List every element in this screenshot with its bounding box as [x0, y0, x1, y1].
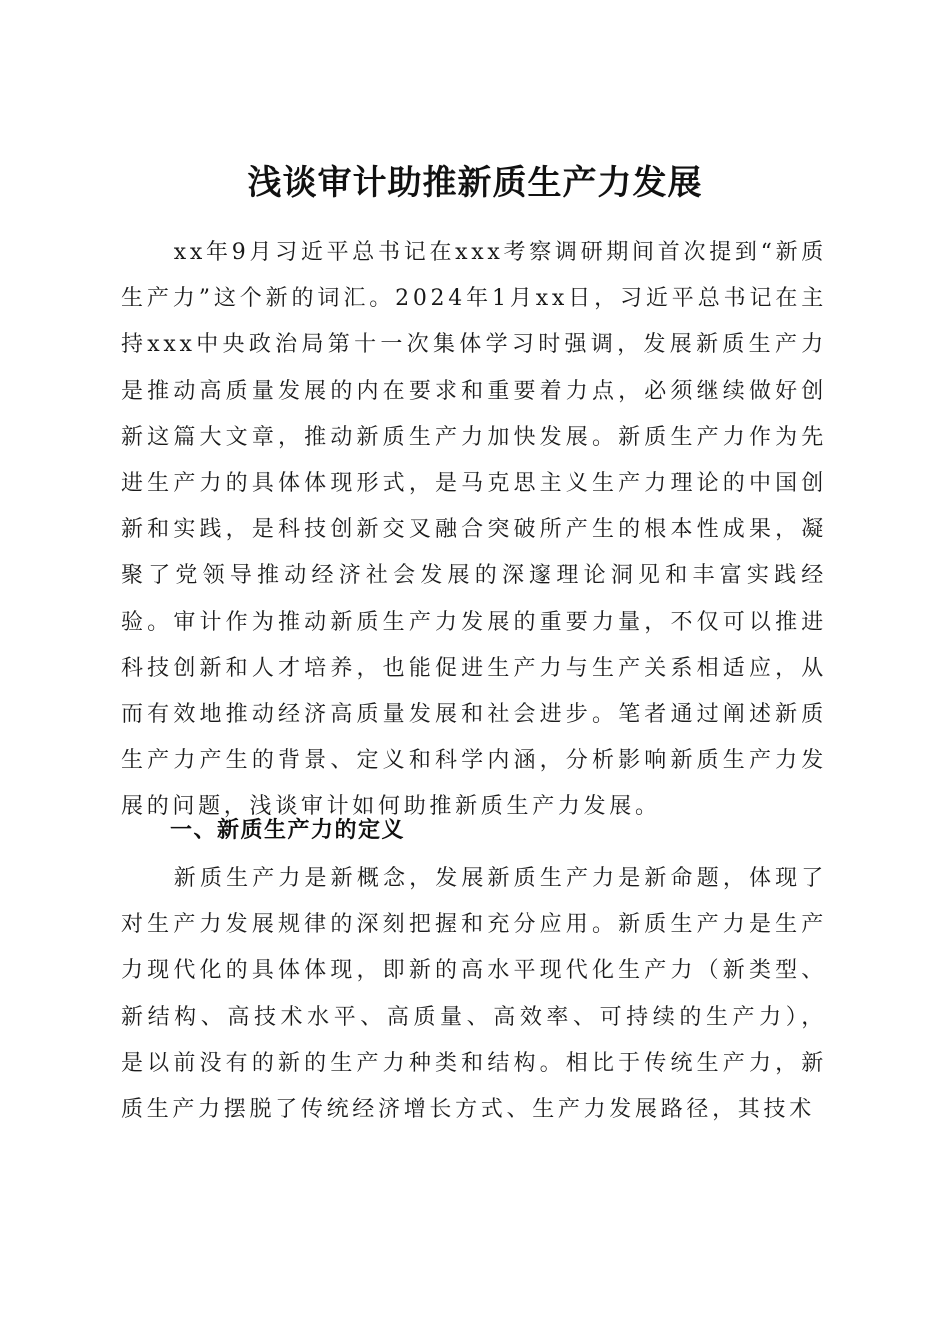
document-title: 浅谈审计助推新质生产力发展 [247, 162, 703, 203]
section-paragraph: 新质生产力是新概念，发展新质生产力是新命题，体现了对生产力发展规律的深刻把握和充分应用。新质生产力是生产力现代化的具体体现，即新的高水平现代化生产力（新类型、新结构、高技术水平、高质量、高效率、可持续的生产力），是以前没有的新的生产力种类和结构。相比于传统生产力，新质生产力摆脱了传统经济增长方式、生产力发展路径，其技术 [121, 866, 827, 1123]
intro-paragraph: xx年9月习近平总书记在xxx考察调研期间首次提到“新质生产力”这个新的词汇。2024年1月xx日，习近平总书记在主持xxx中央政治局第十一次集体学习时强调，发展新质生产力是推动高质量发展的内在要求和重要着力点，必须继续做好创新这篇大文章，推动新质生产力加快发展。新质生产力作为先进生产力的具体体现形式，是马克思主义生产力理论的中国创新和实践，是科技创新交叉融合突破所产生的根本性成果，凝聚了党领导推动经济社会发展的深邃理论洞见和丰富实践经验。审计作为推动新质生产力发展的重要力量，不仅可以推进科技创新和人才培养，也能促进生产力与生产关系相适应，从而有效地推动经济高质量发展和社会进步。笔者通过阐述新质生产力产生的背景、定义和科学内涵，分析影响新质生产力发展的问题，浅谈审计如何助推新质生产力发展。 [121, 240, 827, 820]
section-heading: 一、新质生产力的定义 [170, 818, 406, 843]
